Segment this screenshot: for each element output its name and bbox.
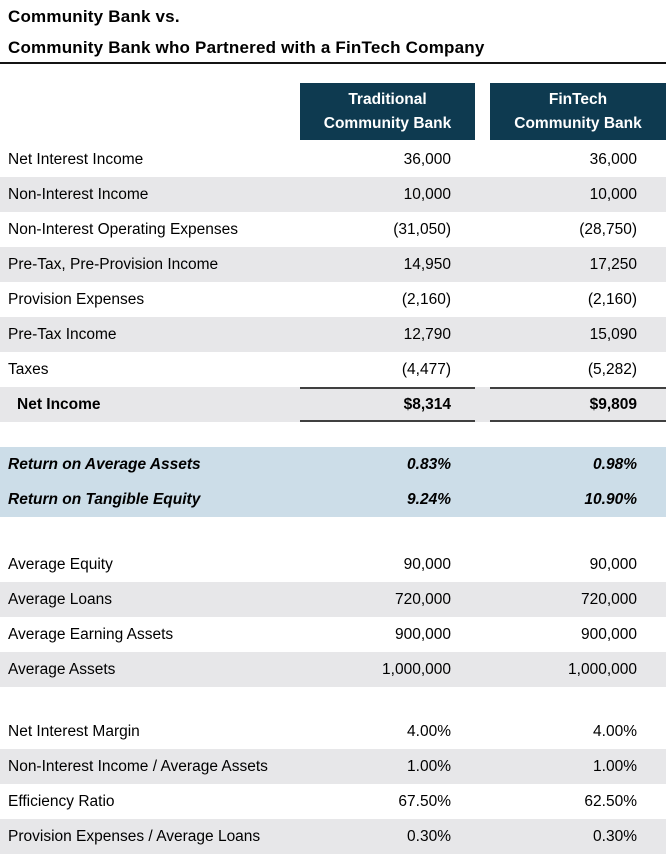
value-traditional: 4.00% xyxy=(407,722,451,740)
column-gap xyxy=(475,352,490,387)
row-label: Pre-Tax Income xyxy=(8,325,117,343)
section-ratios xyxy=(0,714,666,854)
value-traditional: 9.24% xyxy=(407,490,451,508)
page-title-line2: Community Bank who Partnered with a FinTech Company xyxy=(8,38,485,57)
table-body xyxy=(0,142,666,854)
column-gap xyxy=(475,617,490,652)
column-header-fintech-line2: Community Bank xyxy=(514,114,642,132)
value-traditional: (4,477) xyxy=(401,360,451,378)
column-gap xyxy=(475,447,490,482)
row-label: Net Interest Income xyxy=(8,150,144,168)
table-row xyxy=(0,617,666,652)
page-title-line1: Community Bank vs. xyxy=(8,7,180,26)
row-label: Taxes xyxy=(8,360,49,378)
table-row xyxy=(0,387,666,422)
value-fintech: 900,000 xyxy=(580,625,637,643)
column-header-fintech-line1: FinTech xyxy=(548,90,608,108)
value-fintech: 90,000 xyxy=(589,555,637,573)
value-fintech: 0.98% xyxy=(593,455,637,473)
value-fintech: 15,090 xyxy=(589,325,637,343)
column-header-fintech xyxy=(490,83,666,140)
column-header-traditional-line1: Traditional xyxy=(348,90,427,108)
column-gap xyxy=(475,749,490,784)
value-fintech: 4.00% xyxy=(593,722,637,740)
value-fintech: 1.00% xyxy=(593,757,637,775)
value-fintech: 0.30% xyxy=(593,827,637,845)
label-column-spacer xyxy=(0,83,300,140)
row-label: Return on Average Assets xyxy=(8,455,201,473)
value-traditional: 10,000 xyxy=(403,185,451,203)
table-row xyxy=(0,714,666,749)
row-label: Non-Interest Income xyxy=(8,185,149,203)
row-label: Average Assets xyxy=(8,660,116,678)
row-label: Average Earning Assets xyxy=(8,625,174,643)
row-label: Average Equity xyxy=(8,555,113,573)
table-row xyxy=(0,317,666,352)
table-row xyxy=(0,819,666,854)
value-fintech: 36,000 xyxy=(589,150,637,168)
value-traditional: 0.83% xyxy=(407,455,451,473)
value-traditional: 90,000 xyxy=(403,555,451,573)
value-fintech: 720,000 xyxy=(580,590,637,608)
column-gap xyxy=(475,142,490,177)
table-row xyxy=(0,212,666,247)
table-row xyxy=(0,352,666,387)
column-gap xyxy=(475,282,490,317)
column-gap xyxy=(475,652,490,687)
row-label: Efficiency Ratio xyxy=(8,792,115,810)
value-traditional: 12,790 xyxy=(403,325,451,343)
column-gap xyxy=(475,387,490,422)
value-fintech: 10.90% xyxy=(584,490,637,508)
table-row xyxy=(0,652,666,687)
row-label: Net Income xyxy=(17,395,101,413)
column-header-gap xyxy=(475,83,490,140)
table-row xyxy=(0,282,666,317)
row-label: Return on Tangible Equity xyxy=(8,490,201,508)
value-fintech: 10,000 xyxy=(589,185,637,203)
row-label: Provision Expenses xyxy=(8,290,145,308)
column-gap xyxy=(475,582,490,617)
table-row xyxy=(0,447,666,482)
column-gap xyxy=(475,784,490,819)
value-traditional: 720,000 xyxy=(394,590,451,608)
column-gap xyxy=(475,177,490,212)
value-fintech: (5,282) xyxy=(587,360,637,378)
column-gap xyxy=(475,247,490,282)
section-returns xyxy=(0,447,666,517)
table-row xyxy=(0,547,666,582)
value-fintech: 17,250 xyxy=(589,255,637,273)
row-label: Net Interest Margin xyxy=(8,722,140,740)
value-traditional: 67.50% xyxy=(398,792,451,810)
section-income-statement xyxy=(0,142,666,422)
column-gap xyxy=(475,482,490,517)
row-label: Average Loans xyxy=(8,590,112,608)
value-fintech: (28,750) xyxy=(579,220,637,238)
row-label: Provision Expenses / Average Loans xyxy=(8,827,261,845)
value-fintech: 1,000,000 xyxy=(568,660,637,678)
table-row xyxy=(0,142,666,177)
table-row xyxy=(0,482,666,517)
value-traditional: 0.30% xyxy=(407,827,451,845)
value-fintech: $9,809 xyxy=(490,387,666,422)
column-gap xyxy=(475,547,490,582)
column-gap xyxy=(475,212,490,247)
column-gap xyxy=(475,714,490,749)
row-label: Pre-Tax, Pre-Provision Income xyxy=(8,255,219,273)
table-row xyxy=(0,177,666,212)
value-traditional: $8,314 xyxy=(300,387,475,422)
page-header xyxy=(0,0,666,64)
column-gap xyxy=(475,819,490,854)
table-row xyxy=(0,749,666,784)
value-fintech: 62.50% xyxy=(584,792,637,810)
table-row xyxy=(0,784,666,819)
value-fintech: (2,160) xyxy=(587,290,637,308)
table-row xyxy=(0,247,666,282)
column-header-traditional-line2: Community Bank xyxy=(323,114,452,132)
column-gap xyxy=(475,317,490,352)
value-traditional: (31,050) xyxy=(393,220,451,238)
value-traditional: 36,000 xyxy=(403,150,451,168)
value-traditional: 1,000,000 xyxy=(382,660,451,678)
section-averages xyxy=(0,547,666,687)
value-traditional: 14,950 xyxy=(403,255,451,273)
row-label: Non-Interest Operating Expenses xyxy=(8,220,239,238)
value-traditional: (2,160) xyxy=(401,290,451,308)
value-traditional: 1.00% xyxy=(407,757,451,775)
row-label: Non-Interest Income / Average Assets xyxy=(8,757,268,775)
table-row xyxy=(0,582,666,617)
column-headers xyxy=(0,83,666,140)
column-header-traditional xyxy=(300,83,475,140)
value-traditional: 900,000 xyxy=(394,625,451,643)
